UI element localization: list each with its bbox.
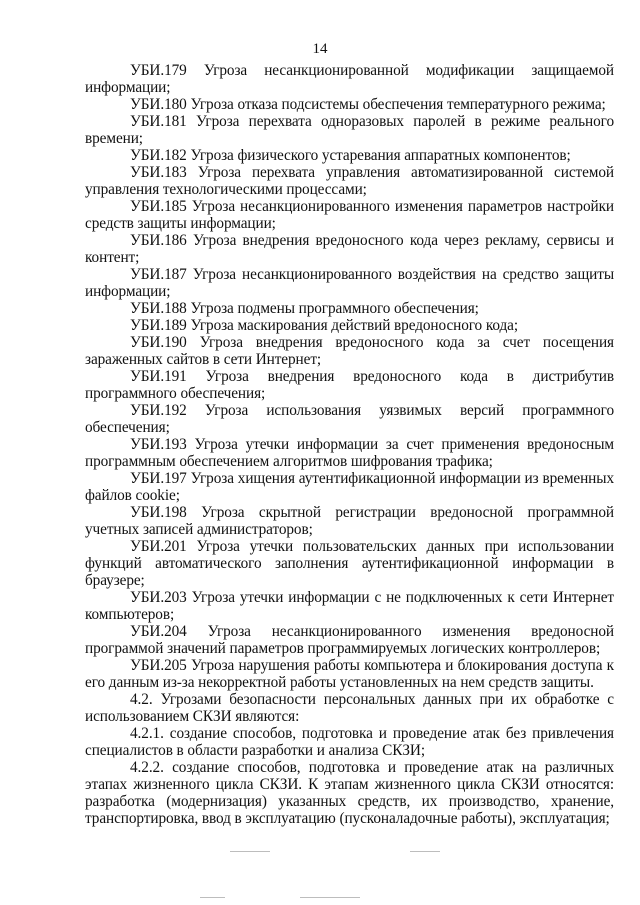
paragraph-ubi-187: УБИ.187 Угроза несанкционированного воздействия на средство защиты информации; — [85, 266, 614, 300]
document-body — [85, 62, 614, 827]
paragraph-section-4-2-1: 4.2.1. создание способов, подготовка и проведение атак без привлечения специалистов в области разработки и анализа СКЗИ; — [85, 725, 614, 759]
paragraph-ubi-193: УБИ.193 Угроза утечки информации за счет применения вредоносным программным обеспечением алгоритмов шифрования трафика; — [85, 436, 614, 470]
paragraph-ubi-185: УБИ.185 Угроза несанкционированного изменения параметров настройки средств защиты информации; — [85, 198, 614, 232]
paragraph-ubi-205: УБИ.205 Угроза нарушения работы компьютера и блокирования доступа к его данным из-за некорректной работы установленных на нем средств защиты. — [85, 657, 614, 691]
paragraph-ubi-197: УБИ.197 Угроза хищения аутентификационной информации из временных файлов cookie; — [85, 470, 614, 504]
page-number: 14 — [312, 41, 328, 57]
paragraph-section-4-2-2: 4.2.2. создание способов, подготовка и проведение атак на различных этапах жизненного цикла СКЗИ. К этапам жизненного цикла СКЗИ относятся: разработка (модернизация) указанных средств, их производство, хранение, транспортировка, ввод в эксплуатацию (пусконаладочные работы), эксплуатация; — [85, 759, 614, 827]
paragraph-ubi-190: УБИ.190 Угроза внедрения вредоносного кода за счет посещения зараженных сайтов в сети Интернет; — [85, 334, 614, 368]
scan-artifact — [200, 897, 225, 898]
paragraph-ubi-198: УБИ.198 Угроза скрытной регистрации вредоносной программной учетных записей администраторов; — [85, 504, 614, 538]
paragraph-ubi-183: УБИ.183 Угроза перехвата управления автоматизированной системой управления технологическими процессами; — [85, 164, 614, 198]
paragraph-ubi-181: УБИ.181 Угроза перехвата одноразовых паролей в режиме реального времени; — [85, 113, 614, 147]
paragraph-ubi-203: УБИ.203 Угроза утечки информации с не подключенных к сети Интернет компьютеров; — [85, 589, 614, 623]
paragraph-ubi-182: УБИ.182 Угроза физического устаревания аппаратных компонентов; — [130, 147, 571, 164]
scan-artifact — [300, 897, 360, 898]
paragraph-ubi-192: УБИ.192 Угроза использования уязвимых версий программного обеспечения; — [85, 402, 614, 436]
paragraph-ubi-188: УБИ.188 Угроза подмены программного обеспечения; — [130, 300, 479, 317]
paragraph-ubi-179: УБИ.179 Угроза несанкционированной модификации защищаемой информации; — [85, 62, 614, 96]
scan-artifact — [230, 851, 270, 852]
paragraph-ubi-189: УБИ.189 Угроза маскирования действий вредоносного кода; — [130, 317, 519, 334]
paragraph-section-4-2: 4.2. Угрозами безопасности персональных данных при их обработке с использованием СКЗИ являются: — [85, 691, 614, 725]
paragraph-ubi-191: УБИ.191 Угроза внедрения вредоносного кода в дистрибутив программного обеспечения; — [85, 368, 614, 402]
scan-artifact — [410, 851, 440, 852]
paragraph-ubi-201: УБИ.201 Угроза утечки пользовательских данных при использовании функций автоматического заполнения аутентификационной информации в браузере; — [85, 538, 614, 589]
paragraph-ubi-204: УБИ.204 Угроза несанкционированного изменения вредоносной программой значений параметров программируемых логических контроллеров; — [85, 623, 614, 657]
paragraph-ubi-186: УБИ.186 Угроза внедрения вредоносного кода через рекламу, сервисы и контент; — [85, 232, 614, 266]
paragraph-ubi-180: УБИ.180 Угроза отказа подсистемы обеспечения температурного режима; — [130, 96, 606, 113]
